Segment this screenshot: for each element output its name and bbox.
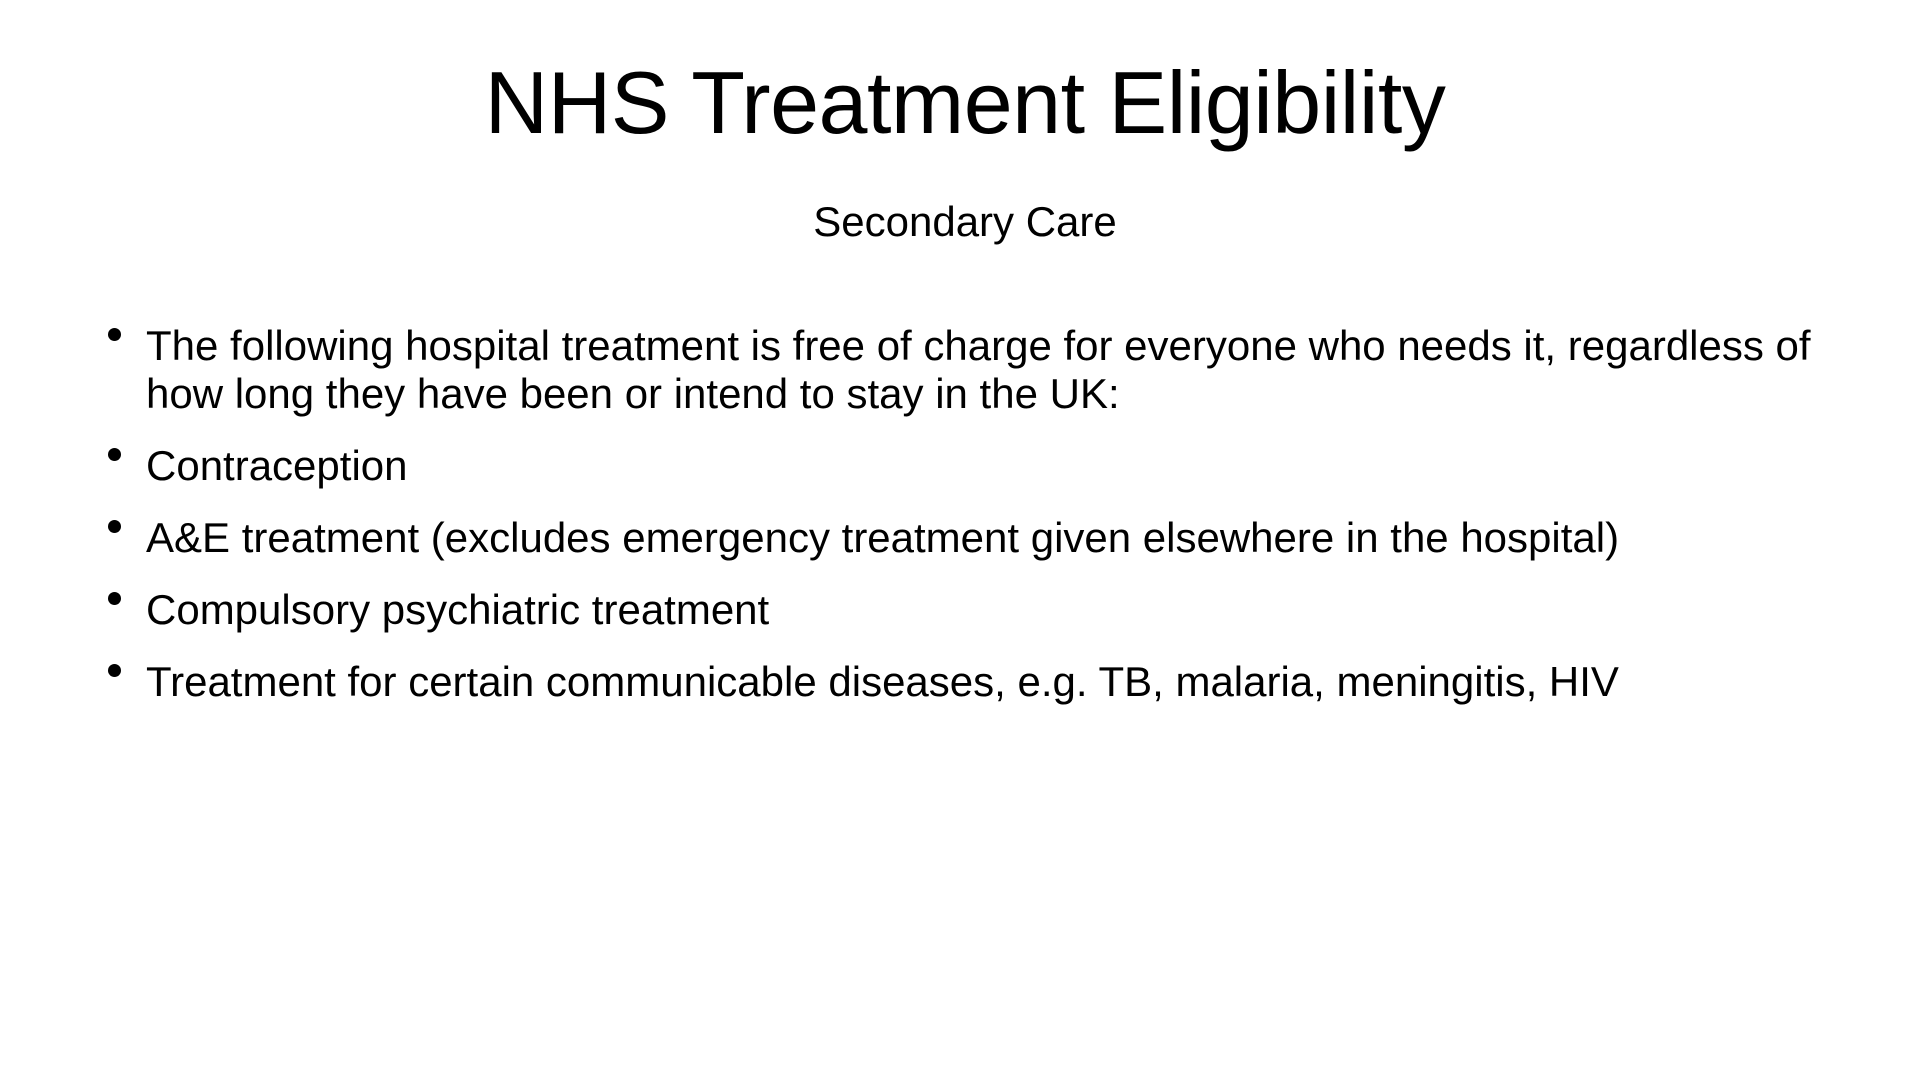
bullet-item-intro: The following hospital treatment is free of charge for everyone who needs it, regardless of how long they have been or intend to stay in the UK:	[100, 322, 1820, 418]
slide-title: NHS Treatment Eligibility	[484, 53, 1446, 152]
bullet-item-ae-treatment: A&E treatment (excludes emergency treatment given elsewhere in the hospital)	[100, 514, 1820, 562]
slide-subtitle: Secondary Care	[813, 198, 1117, 245]
bullet-item-contraception: Contraception	[100, 442, 1820, 490]
bullet-item-communicable-diseases: Treatment for certain communicable diseases, e.g. TB, malaria, meningitis, HIV	[100, 658, 1820, 706]
bullet-item-psychiatric-treatment: Compulsory psychiatric treatment	[100, 586, 1820, 634]
bullet-list	[100, 322, 1820, 730]
